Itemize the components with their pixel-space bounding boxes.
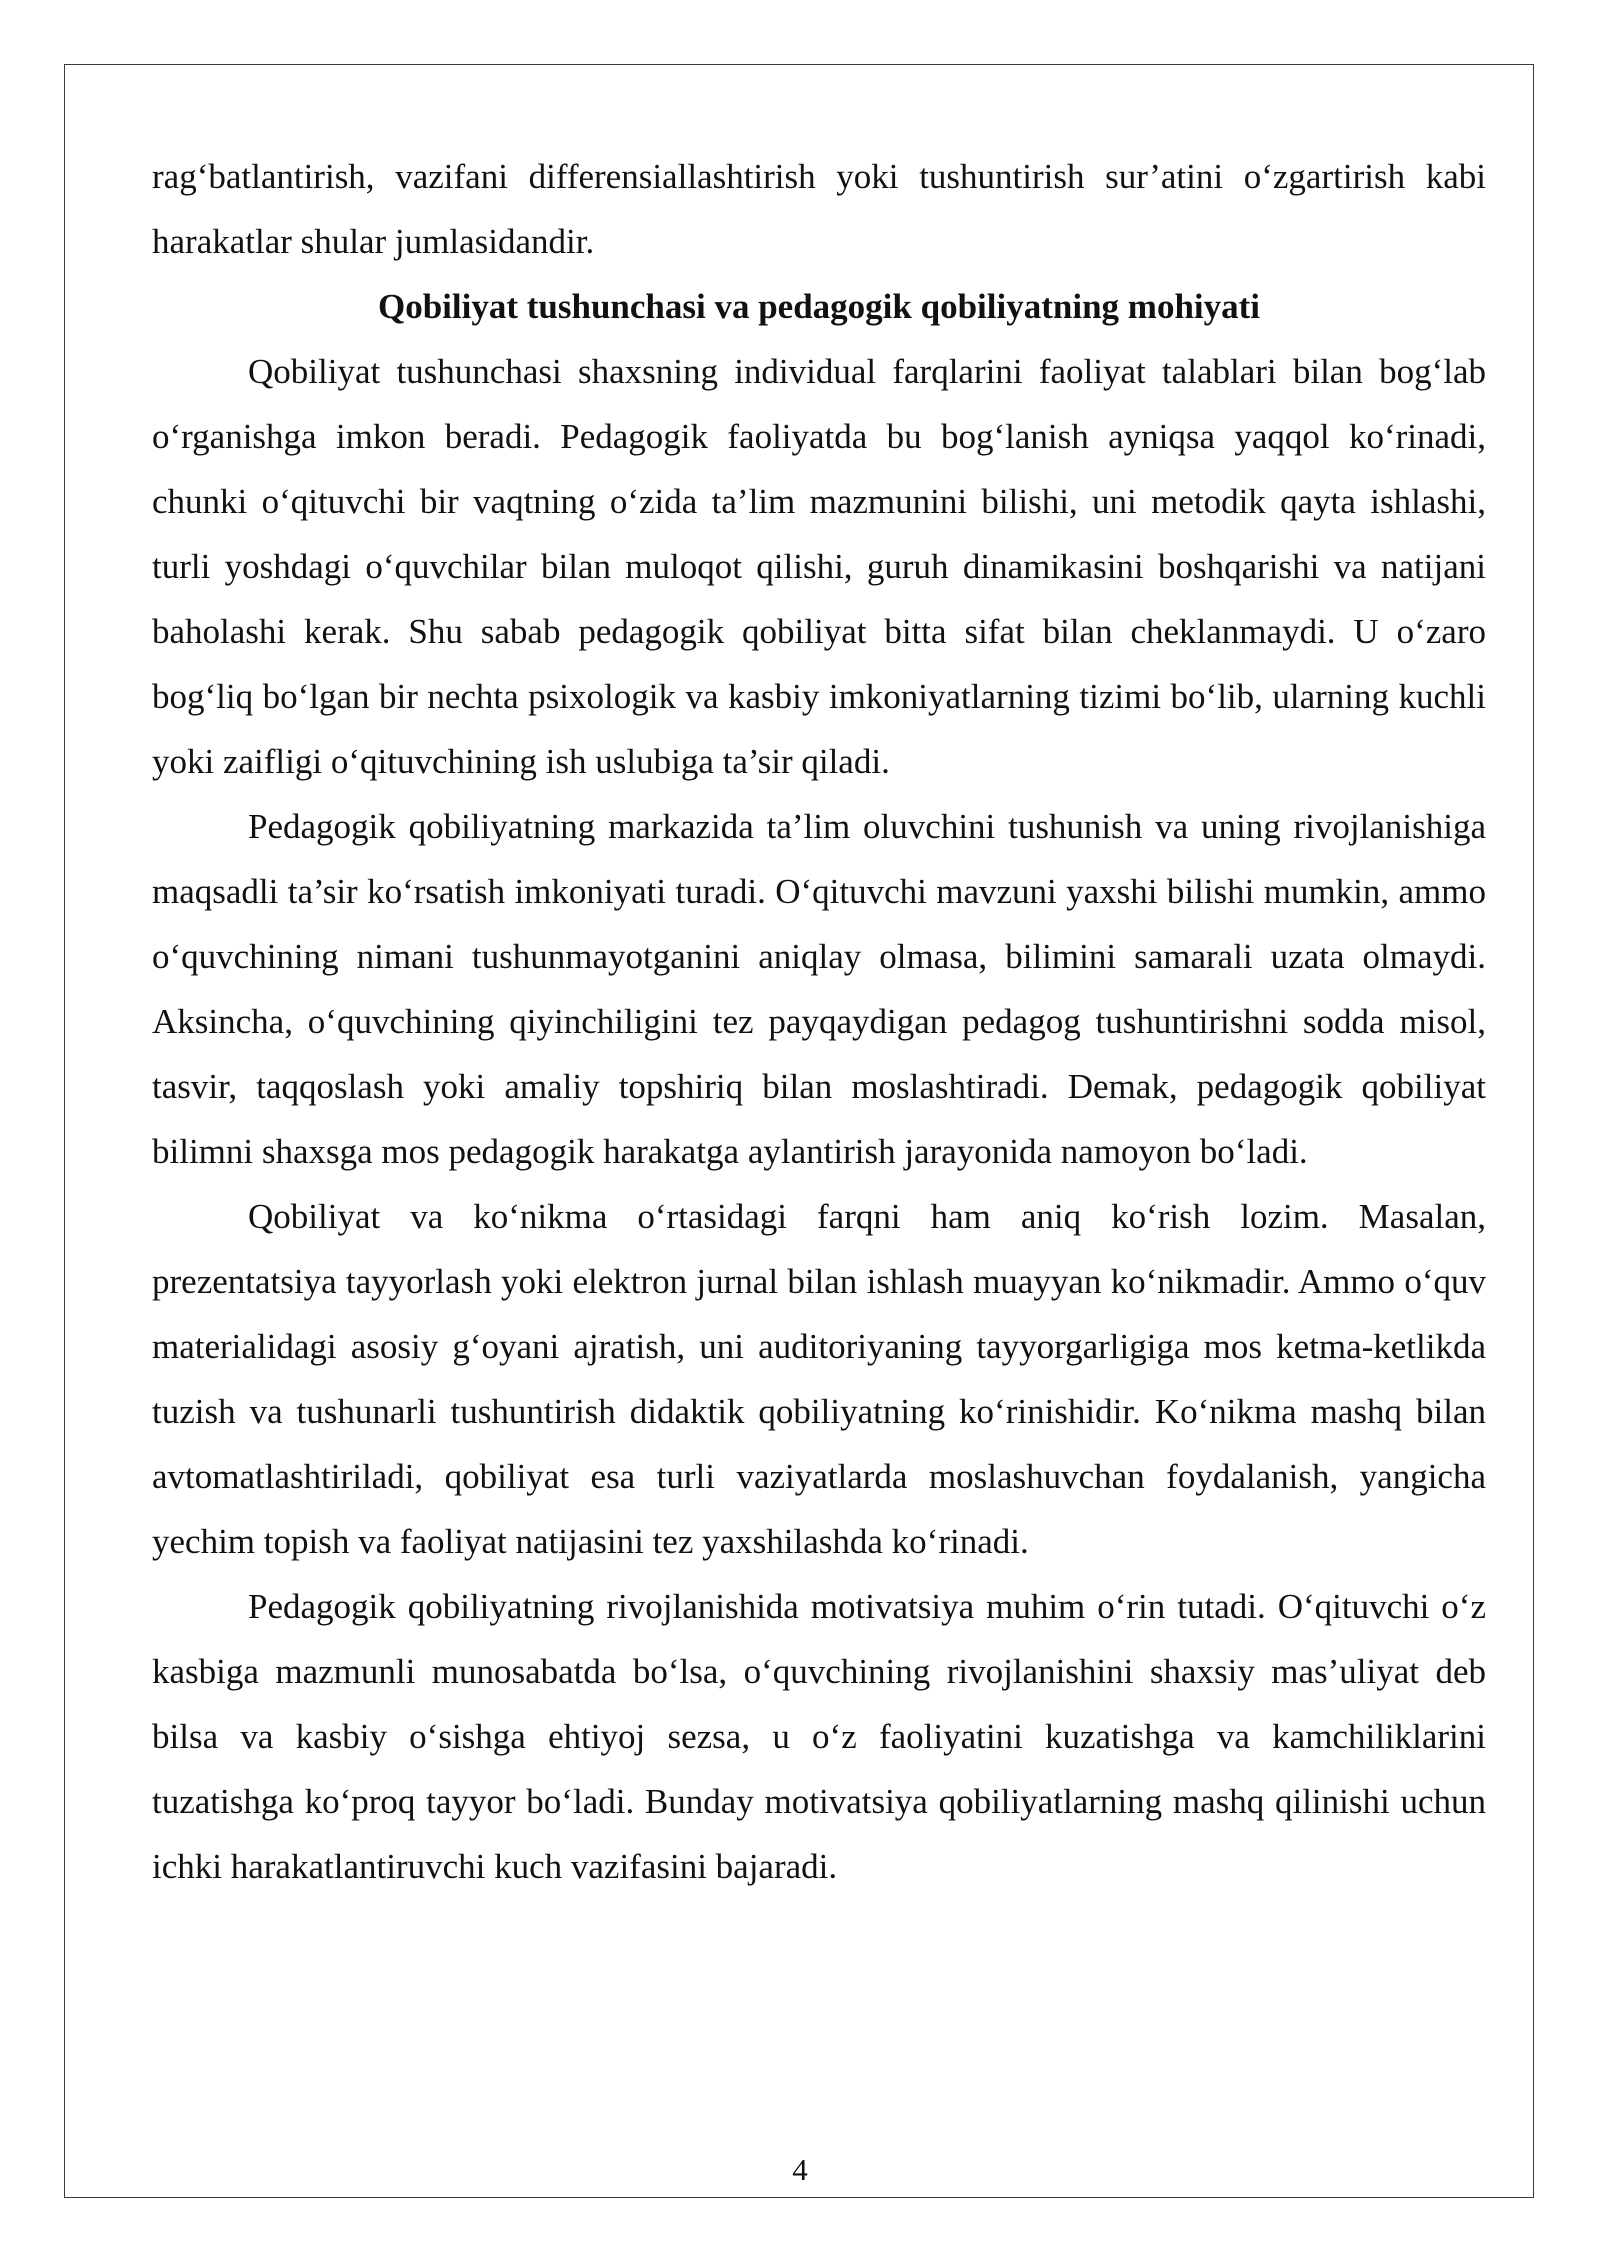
paragraph: Pedagogik qobiliyatning rivojlanishida motivatsiya muhim o‘rin tutadi. O‘qituvchi o‘z kasbiga mazmunli munosabatda bo‘lsa, o‘quvchining rivojlanishini shaxsiy mas’uliyat deb bilsa va kasbiy o‘sishga ehtiyoj sezsa, u o‘z faoliyatini kuzatishga va kamchiliklarini tuzatishga ko‘proq tayyor bo‘ladi. Bunday motivatsiya qobiliyatlarning mashq qilinishi uchun ichki harakatlantiruvchi kuch vazifasini bajaradi. <box>152 1587 1486 1886</box>
document-body <box>152 144 1486 1899</box>
section-heading: Qobiliyat tushunchasi va pedagogik qobiliyatning mohiyati <box>377 287 1261 326</box>
paragraph: Qobiliyat va ko‘nikma o‘rtasidagi farqni ham aniq ko‘rish lozim. Masalan, prezentatsiya tayyorlash yoki elektron jurnal bilan ishlash muayyan ko‘nikmadir. Ammo o‘quv materialidagi asosiy g‘oyani ajratish, uni auditoriyaning tayyorgarligiga mos ketma-ketlikda tuzish va tushunarli tushuntirish didaktik qobiliyatning ko‘rinishidir. Ko‘nikma mashq bilan avtomatlashtiriladi, qobiliyat esa turli vaziyatlarda moslashuvchan foydalanish, yangicha yechim topish va faoliyat natijasini tez yaxshilashda ko‘rinadi. <box>152 1197 1486 1561</box>
paragraph: Qobiliyat tushunchasi shaxsning individual farqlarini faoliyat talablari bilan bog‘lab o‘rganishga imkon beradi. Pedagogik faoliyatda bu bog‘lanish ayniqsa yaqqol ko‘rinadi, chunki o‘qituvchi bir vaqtning o‘zida ta’lim mazmunini bilishi, uni metodik qayta ishlashi, turli yoshdagi o‘quvchilar bilan muloqot qilishi, guruh dinamikasini boshqarishi va natijani baholashi kerak. Shu sabab pedagogik qobiliyat bitta sifat bilan cheklanmaydi. U o‘zaro bog‘liq bo‘lgan bir nechta psixologik va kasbiy imkoniyatlarning tizimi bo‘lib, ularning kuchli yoki zaifligi o‘qituvchining ish uslubiga ta’sir qiladi. <box>152 352 1486 781</box>
page-number: 4 <box>792 2152 808 2187</box>
paragraph-continuation: rag‘batlantirish, vazifani differensiallashtirish yoki tushuntirish sur’atini o‘zgartirish kabi harakatlar shular jumlasidandir. <box>152 157 1486 261</box>
paragraph: Pedagogik qobiliyatning markazida ta’lim oluvchini tushunish va uning rivojlanishiga maqsadli ta’sir ko‘rsatish imkoniyati turadi. O‘qituvchi mavzuni yaxshi bilishi mumkin, ammo o‘quvchining nimani tushunmayotganini aniqlay olmasa, bilimini samarali uzata olmaydi. Aksincha, o‘quvchining qiyinchiligini tez payqaydigan pedagog tushuntirishni sodda misol, tasvir, taqqoslash yoki amaliy topshiriq bilan moslashtiradi. Demak, pedagogik qobiliyat bilimni shaxsga mos pedagogik harakatga aylantirish jarayonida namoyon bo‘ladi. <box>152 807 1486 1171</box>
